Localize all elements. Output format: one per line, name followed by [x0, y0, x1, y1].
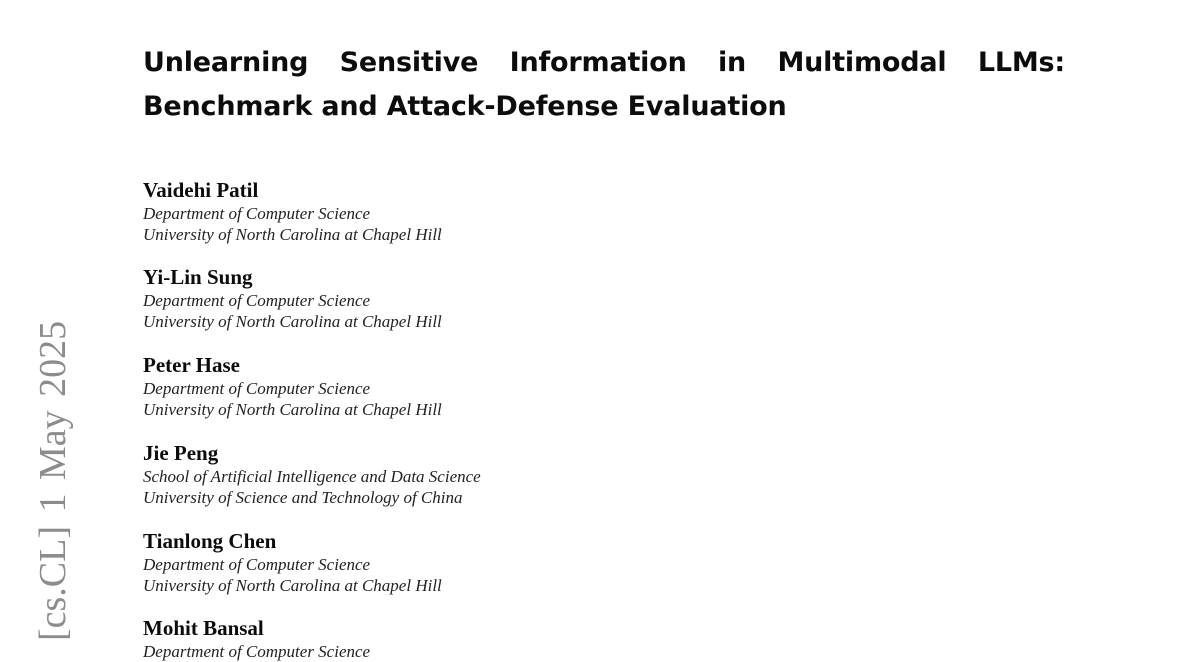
author-affiliation-dept: School of Artificial Intelligence and Data Science: [143, 467, 481, 486]
author-name: Peter Hase: [143, 353, 240, 377]
author-affiliation-dept: Department of Computer Science: [143, 379, 371, 398]
paper-title-line-1: Unlearning Sensitive Information in Multimodal LLMs:: [143, 47, 1065, 78]
author-affiliation-dept: Department of Computer Science: [143, 291, 371, 310]
author-affiliation-univ: University of North Carolina at Chapel Hill: [143, 576, 442, 595]
author-name: Yi-Lin Sung: [143, 265, 253, 289]
author-block-mohit-bansal: [143, 617, 843, 662]
arxiv-stamp: [cs.CL] 1 May 2025: [32, 320, 74, 641]
author-affiliation-univ: University of Science and Technology of China: [143, 488, 463, 507]
author-affiliation-dept: Department of Computer Science: [143, 642, 371, 661]
paper-title-line-2: Benchmark and Attack-Defense Evaluation: [143, 91, 787, 122]
paper-title: [143, 41, 1065, 129]
author-affiliation-univ: University of North Carolina at Chapel Hill: [143, 400, 442, 419]
author-block-yi-lin-sung: [143, 266, 843, 332]
author-affiliation-dept: Department of Computer Science: [143, 555, 371, 574]
author-name: Tianlong Chen: [143, 529, 277, 553]
author-block-vaidehi-patil: [143, 179, 843, 245]
author-block-tianlong-chen: [143, 530, 843, 596]
author-name: Vaidehi Patil: [143, 178, 259, 202]
author-affiliation-dept: Department of Computer Science: [143, 204, 371, 223]
author-affiliation-univ: University of North Carolina at Chapel Hill: [143, 225, 442, 244]
author-name: Mohit Bansal: [143, 616, 264, 640]
author-block-peter-hase: [143, 354, 843, 420]
author-block-jie-peng: [143, 442, 843, 508]
author-affiliation-univ: University of North Carolina at Chapel Hill: [143, 312, 442, 331]
author-name: Jie Peng: [143, 441, 219, 465]
